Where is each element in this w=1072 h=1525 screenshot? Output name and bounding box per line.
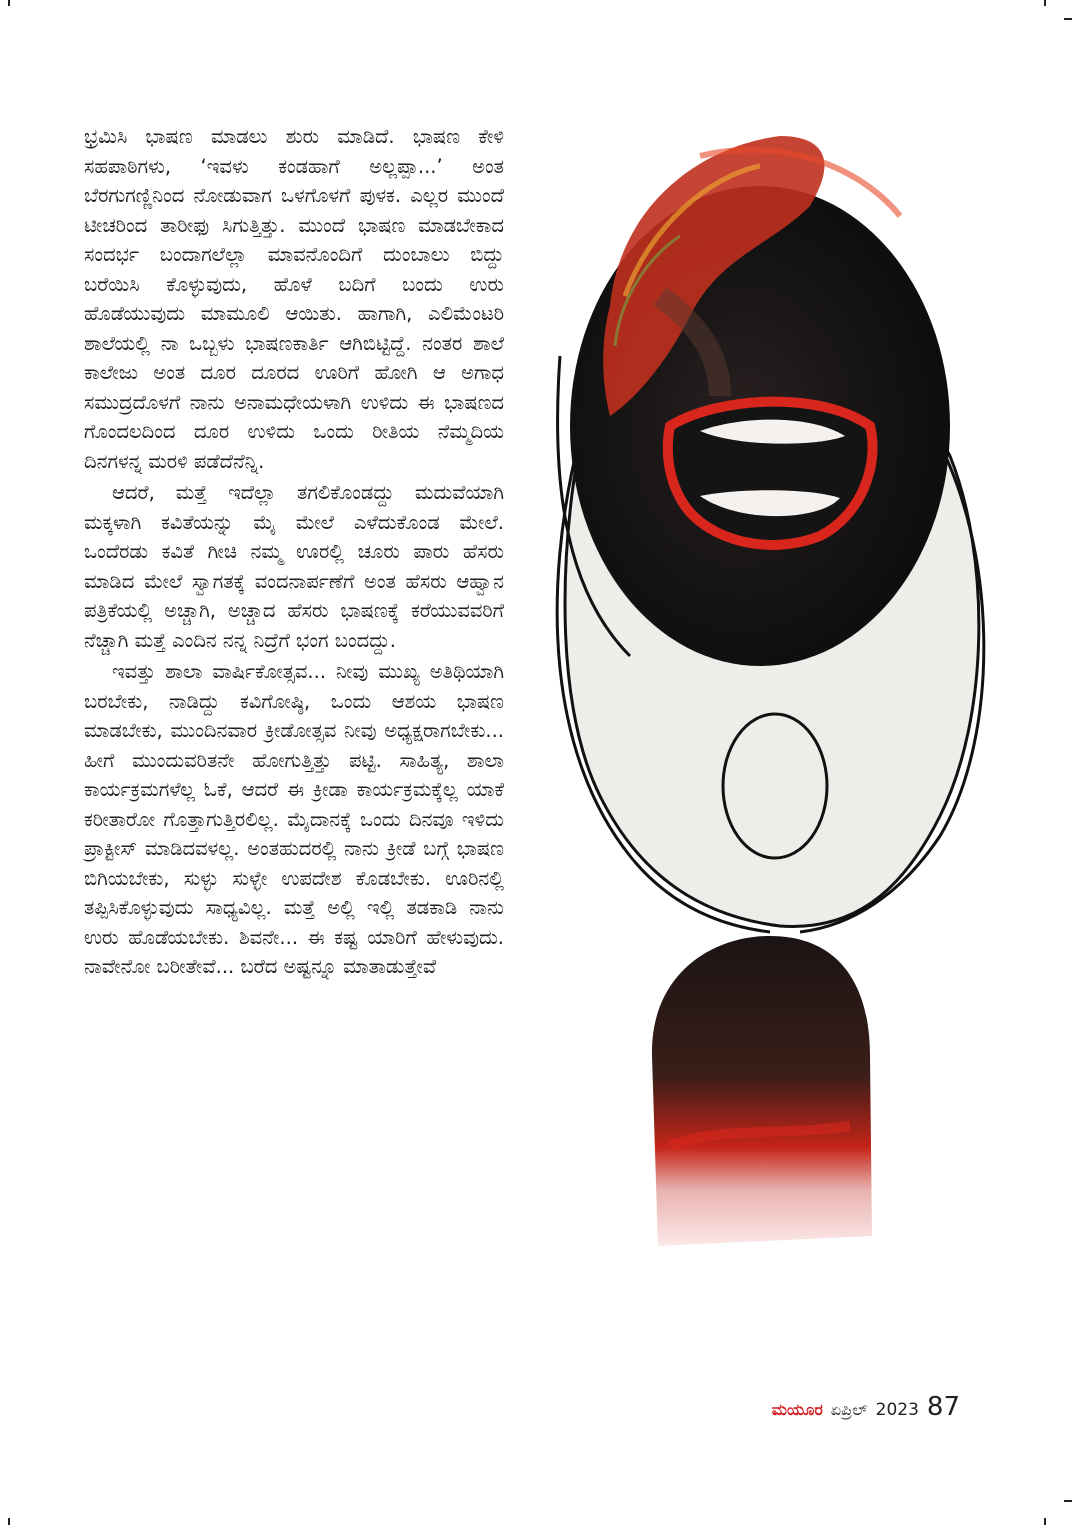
crop-mark-top-left	[8, 0, 10, 6]
page-footer	[772, 1392, 960, 1422]
article-paragraph-2: ಆದರೆ, ಮತ್ತೆ ಇದೆಲ್ಲಾ ತಗಲಿಕೊಂಡದ್ದು ಮದುವೆಯಾಗಿ ಮಕ್ಕಳಾಗಿ ಕವಿತೆಯನ್ನು ಮೈ ಮೇಲೆ ಎಳೆದುಕೊಂಡ ಮೇಲೆ. ಒಂದೆರಡು ಕವಿತೆ ಗೀಚಿ ನಮ್ಮ ಊರಲ್ಲಿ ಚೂರು ಪಾರು ಹೆಸರು ಮಾಡಿದ ಮೇಲೆ ಸ್ವಾಗತಕ್ಕೆ ವಂದನಾರ್ಪಣೆಗೆ ಅಂತ ಹೆಸರು ಆಹ್ವಾನ ಪತ್ರಿಕೆಯಲ್ಲಿ ಅಚ್ಚಾಗಿ, ಅಚ್ಚಾದ ಹೆಸರು ಭಾಷಣಕ್ಕೆ ಕರೆಯುವವರಿಗೆ ನೆಚ್ಚಾಗಿ ಮತ್ತೆ ಎಂದಿನ ನನ್ನ ನಿದ್ರೆಗೆ ಭಂಗ ಬಂದದ್ದು.	[84, 481, 504, 652]
crop-mark-bottom-left	[8, 1518, 10, 1525]
crop-mark-right-upper	[1064, 18, 1072, 20]
article-paragraph-3: ಇವತ್ತು ಶಾಲಾ ವಾರ್ಷಿಕೋತ್ಸವ... ನೀವು ಮುಖ್ಯ ಅತಿಥಿಯಾಗಿ ಬರಬೇಕು, ನಾಡಿದ್ದು ಕವಿಗೋಷ್ಠಿ, ಒಂದು ಆಶಯ ಭಾಷಣ ಮಾಡಬೇಕು, ಮುಂದಿನವಾರ ಕ್ರೀಡೋತ್ಸವ ನೀವು ಅಧ್ಯಕ್ಷರಾಗಬೇಕು... ಹೀಗೆ ಮುಂದುವರಿತನೇ ಹೋಗುತ್ತಿತ್ತು ಪಟ್ಟಿ. ಸಾಹಿತ್ಯ, ಶಾಲಾ ಕಾರ್ಯಕ್ರಮಗಳೆಲ್ಲ ಓಕೆ, ಆದರೆ ಈ ಕ್ರೀಡಾ ಕಾರ್ಯಕ್ರಮಕ್ಕೆಲ್ಲ ಯಾಕೆ ಕರೀತಾರೋ ಗೊತ್ತಾಗುತ್ತಿರಲಿಲ್ಲ. ಮೈದಾನಕ್ಕೆ ಒಂದು ದಿನವೂ ಇಳಿದು ಪ್ರಾಕ್ಟೀಸ್ ಮಾಡಿದವಳಲ್ಲ. ಅಂತಹುದರಲ್ಲಿ ನಾನು ಕ್ರೀಡೆ ಬಗ್ಗೆ ಭಾಷಣ ಬಿಗಿಯಬೇಕು, ಸುಳ್ಳು ಸುಳ್ಳೇ ಉಪದೇಶ ಕೊಡಬೇಕು. ಊರಿನಲ್ಲಿ ತಪ್ಪಿಸಿಕೊಳ್ಳುವುದು ಸಾಧ್ಯವಿಲ್ಲ. ಮತ್ತೆ ಅಲ್ಲಿ ಇಲ್ಲಿ ತಡಕಾಡಿ ನಾನು ಉರು ಹೊಡೆಯಬೇಕು. ಶಿವನೇ... ಈ ಕಷ್ಟ ಯಾರಿಗೆ ಹೇಳುವುದು. ನಾವೇನೋ ಬರೀತೇವೆ... ಬರೆದ ಅಷ್ಟನ್ನೂ ಮಾತಾಡುತ್ತೇವೆ	[84, 660, 504, 978]
article-body	[84, 122, 504, 982]
crop-mark-bottom-right	[1044, 1518, 1046, 1525]
mouth	[668, 402, 873, 545]
crop-mark-right-lower	[1064, 1500, 1072, 1502]
lower-form	[652, 936, 872, 1246]
page-number: 87	[926, 1392, 960, 1422]
issue-month: ಏಪ್ರಿಲ್	[830, 1400, 868, 1419]
illustration-face	[520, 96, 1040, 1256]
magazine-brand: ಮಯೂರ	[771, 1400, 823, 1419]
crop-mark-top-right	[1044, 0, 1046, 6]
article-paragraph-1: ಭ್ರಮಿಸಿ ಭಾಷಣ ಮಾಡಲು ಶುರು ಮಾಡಿದೆ. ಭಾಷಣ ಕೇಳಿ ಸಹಪಾಠಿಗಳು, ‘ಇವಳು ಕಂಡಹಾಗೆ ಅಲ್ಲಪ್ಪಾ...’ ಅಂತ ಬೆರಗುಗಣ್ಣಿನಿಂದ ನೋಡುವಾಗ ಒಳಗೊಳಗೆ ಪುಳಕ. ಎಲ್ಲರ ಮುಂದೆ ಟೀಚರಿಂದ ತಾರೀಫು ಸಿಗುತ್ತಿತ್ತು. ಮುಂದೆ ಭಾಷಣ ಮಾಡಬೇಕಾದ ಸಂದರ್ಭ ಬಂದಾಗಲೆಲ್ಲಾ ಮಾವನೊಂದಿಗೆ ದುಂಬಾಲು ಬಿದ್ದು ಬರೆಯಿಸಿ ಕೊಳ್ಳುವುದು, ಹೊಳೆ ಬದಿಗೆ ಬಂದು ಉರು ಹೊಡೆಯುವುದು ಮಾಮೂಲಿ ಆಯಿತು. ಹಾಗಾಗಿ, ಎಲಿಮೆಂಟರಿ ಶಾಲೆಯಲ್ಲಿ ನಾ ಒಬ್ಬಳು ಭಾಷಣಕಾರ್ತಿ ಆಗಿಬಿಟ್ಟಿದ್ದೆ. ನಂತರ ಶಾಲೆ ಕಾಲೇಜು ಅಂತ ದೂರ ದೂರದ ಊರಿಗೆ ಹೋಗಿ ಆ ಅಗಾಧ ಸಮುದ್ರದೊಳಗೆ ನಾನು ಅನಾಮಧೇಯಳಾಗಿ ಉಳಿದು ಈ ಭಾಷಣದ ಗೊಂದಲದಿಂದ ದೂರ ಉಳಿದು ಒಂದು ರೀತಿಯ ನೆಮ್ಮದಿಯ ದಿನಗಳನ್ನ ಮರಳಿ ಪಡೆದೆನೆನ್ನಿ.	[84, 125, 504, 473]
issue-year: 2023	[875, 1400, 919, 1420]
